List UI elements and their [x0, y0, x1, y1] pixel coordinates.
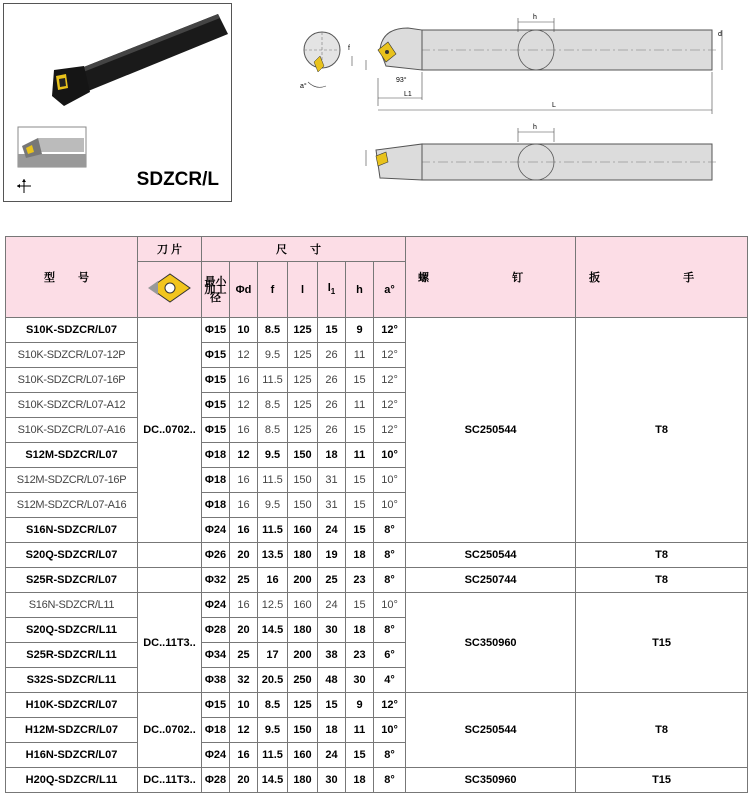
min-bore-cell: Φ15	[202, 343, 230, 368]
f-cell: 9.5	[258, 443, 288, 468]
model-cell: S10K-SDZCR/L07-12P	[6, 343, 138, 368]
l1-cell: 26	[318, 393, 346, 418]
wrench-cell: T8	[576, 318, 748, 543]
min-bore-cell: Φ15	[202, 693, 230, 718]
h-cell: 23	[346, 568, 374, 593]
min-bore-cell: Φ28	[202, 618, 230, 643]
f-cell: 17	[258, 643, 288, 668]
l-cell: 125	[288, 368, 318, 393]
f-cell: 8.5	[258, 393, 288, 418]
l1-cell: 18	[318, 718, 346, 743]
l-cell: 180	[288, 543, 318, 568]
wrench-cell: T8	[576, 543, 748, 568]
d-cell: 12	[230, 393, 258, 418]
l-cell: 150	[288, 443, 318, 468]
d-cell: 16	[230, 593, 258, 618]
header-insert: 刀 片	[138, 237, 202, 262]
d-cell: 12	[230, 343, 258, 368]
f-dim-front-label: f	[348, 45, 350, 52]
diamond-insert-icon	[144, 268, 196, 308]
model-cell: S32S-SDZCR/L11	[6, 668, 138, 693]
d-cell: 16	[230, 368, 258, 393]
screw-cell: SC350960	[406, 593, 576, 693]
table-row	[6, 318, 748, 343]
l1-cell: 26	[318, 418, 346, 443]
alpha-cell: 4°	[374, 668, 406, 693]
min-bore-cell: Φ18	[202, 443, 230, 468]
header-phi-d: Φd	[230, 262, 258, 318]
model-cell: S12M-SDZCR/L07-A16	[6, 493, 138, 518]
alpha-cell: 8°	[374, 568, 406, 593]
h-cell: 18	[346, 768, 374, 793]
screw-cell: SC250544	[406, 543, 576, 568]
l1-cell: 38	[318, 643, 346, 668]
header-model: 型 号	[6, 237, 138, 318]
model-cell: S10K-SDZCR/L07-16P	[6, 368, 138, 393]
model-cell: S20Q-SDZCR/L07	[6, 543, 138, 568]
h-cell: 15	[346, 743, 374, 768]
spec-table	[5, 236, 748, 793]
l-cell: 125	[288, 393, 318, 418]
insert-cell: DC..0702..	[138, 693, 202, 768]
min-bore-cell: Φ15	[202, 318, 230, 343]
table-row	[6, 568, 748, 593]
alpha-cell: 8°	[374, 768, 406, 793]
header-l1: $l_1$	[318, 262, 346, 318]
d-cell: 16	[230, 468, 258, 493]
h-cell: 15	[346, 418, 374, 443]
d-dim-label: d	[718, 31, 722, 38]
table-row	[6, 693, 748, 718]
alpha-dim-label: a°	[300, 83, 307, 90]
l1-cell: 48	[318, 668, 346, 693]
h-cell: 15	[346, 593, 374, 618]
model-cell: S16N-SDZCR/L07	[6, 518, 138, 543]
l1-cell: 24	[318, 743, 346, 768]
insert-image-cell	[138, 262, 202, 318]
model-cell: H10K-SDZCR/L07	[6, 693, 138, 718]
model-cell: S10K-SDZCR/L07-A12	[6, 393, 138, 418]
alpha-cell: 10°	[374, 493, 406, 518]
d-cell: 32	[230, 668, 258, 693]
l-cell: 125	[288, 318, 318, 343]
l1-cell: 26	[318, 368, 346, 393]
header-l: l	[288, 262, 318, 318]
f-cell: 9.5	[258, 343, 288, 368]
f-cell: 14.5	[258, 618, 288, 643]
model-cell: S12M-SDZCR/L07	[6, 443, 138, 468]
model-cell: S10K-SDZCR/L07-A16	[6, 418, 138, 443]
screw-cell: SC250544	[406, 318, 576, 543]
f-cell: 11.5	[258, 468, 288, 493]
alpha-cell: 8°	[374, 543, 406, 568]
min-bore-cell: Φ24	[202, 518, 230, 543]
wrench-cell: T15	[576, 593, 748, 693]
l-cell: 150	[288, 718, 318, 743]
l1-cell: 24	[318, 593, 346, 618]
d-cell: 12	[230, 443, 258, 468]
product-photo	[3, 3, 232, 202]
l1-cell: 19	[318, 543, 346, 568]
alpha-cell: 12°	[374, 418, 406, 443]
l1-cell: 25	[318, 568, 346, 593]
l1-cell: 31	[318, 468, 346, 493]
l-cell: 150	[288, 493, 318, 518]
model-cell: S25R-SDZCR/L07	[6, 568, 138, 593]
l1-cell: 15	[318, 318, 346, 343]
alpha-cell: 8°	[374, 618, 406, 643]
l-cell: 125	[288, 693, 318, 718]
d-cell: 20	[230, 768, 258, 793]
d-cell: 16	[230, 418, 258, 443]
alpha-cell: 10°	[374, 443, 406, 468]
table-row	[6, 768, 748, 793]
d-cell: 16	[230, 493, 258, 518]
min-bore-cell: Φ15	[202, 418, 230, 443]
wrench-cell: T8	[576, 693, 748, 768]
d-cell: 10	[230, 318, 258, 343]
table-row	[6, 543, 748, 568]
h-cell: 11	[346, 718, 374, 743]
insert-cell-empty	[138, 543, 202, 568]
f-cell: 8.5	[258, 418, 288, 443]
f-cell: 8.5	[258, 318, 288, 343]
alpha-cell: 12°	[374, 393, 406, 418]
alpha-cell: 10°	[374, 593, 406, 618]
l1-cell: 18	[318, 443, 346, 468]
f-cell: 11.5	[258, 743, 288, 768]
f-cell: 9.5	[258, 493, 288, 518]
alpha-cell: 10°	[374, 718, 406, 743]
min-bore-cell: Φ15	[202, 393, 230, 418]
l1-cell: 31	[318, 493, 346, 518]
l1-dim-label: L1	[404, 91, 412, 98]
alpha-cell: 6°	[374, 643, 406, 668]
h-cell: 30	[346, 668, 374, 693]
model-cell: H12M-SDZCR/L07	[6, 718, 138, 743]
min-bore-cell: Φ18	[202, 493, 230, 518]
header-f: f	[258, 262, 288, 318]
d-cell: 20	[230, 618, 258, 643]
min-bore-cell: Φ18	[202, 718, 230, 743]
h-cell: 11	[346, 393, 374, 418]
min-bore-cell: Φ15	[202, 368, 230, 393]
f-cell: 9.5	[258, 718, 288, 743]
l-cell: 150	[288, 468, 318, 493]
f-cell: 11.5	[258, 518, 288, 543]
min-bore-cell: Φ26	[202, 543, 230, 568]
f-cell: 12.5	[258, 593, 288, 618]
d-cell: 25	[230, 568, 258, 593]
insert-cell: DC..0702..	[138, 318, 202, 543]
min-bore-cell: Φ38	[202, 668, 230, 693]
l-cell: 125	[288, 418, 318, 443]
h-cell: 11	[346, 443, 374, 468]
d-cell: 10	[230, 693, 258, 718]
l-cell: 160	[288, 743, 318, 768]
model-cell: S20Q-SDZCR/L11	[6, 618, 138, 643]
min-bore-cell: Φ24	[202, 743, 230, 768]
l-cell: 180	[288, 768, 318, 793]
min-bore-cell: Φ24	[202, 593, 230, 618]
h-cell: 15	[346, 493, 374, 518]
header-min-bore: 最小加工径	[202, 262, 230, 318]
header-h: h	[346, 262, 374, 318]
header-dimensions: 尺 寸	[202, 237, 406, 262]
l-cell: 160	[288, 518, 318, 543]
f-cell: 11.5	[258, 368, 288, 393]
h-cell: 15	[346, 468, 374, 493]
alpha-cell: 12°	[374, 693, 406, 718]
table-row	[6, 593, 748, 618]
wrench-cell: T15	[576, 768, 748, 793]
l1-cell: 30	[318, 618, 346, 643]
model-cell: H16N-SDZCR/L07	[6, 743, 138, 768]
h-cell: 23	[346, 643, 374, 668]
model-cell: H20Q-SDZCR/L11	[6, 768, 138, 793]
l-cell: 160	[288, 593, 318, 618]
f-cell: 13.5	[258, 543, 288, 568]
d-cell: 20	[230, 543, 258, 568]
insert-cell: DC..11T3..	[138, 593, 202, 693]
min-bore-cell: Φ28	[202, 768, 230, 793]
f-cell: 20.5	[258, 668, 288, 693]
min-bore-cell: Φ18	[202, 468, 230, 493]
insert-cell: DC..11T3..	[138, 768, 202, 793]
l-cell: 180	[288, 618, 318, 643]
l-cell: 200	[288, 568, 318, 593]
h-cell: 15	[346, 518, 374, 543]
f-cell: 16	[258, 568, 288, 593]
l1-cell: 15	[318, 693, 346, 718]
h-cell: 15	[346, 368, 374, 393]
alpha-cell: 10°	[374, 468, 406, 493]
min-bore-cell: Φ34	[202, 643, 230, 668]
l1-cell: 30	[318, 768, 346, 793]
header-screw: 螺 钉	[406, 237, 576, 318]
alpha-cell: 12°	[374, 368, 406, 393]
alpha-cell: 12°	[374, 318, 406, 343]
h-dim-label-lower: h	[533, 124, 537, 131]
l1-cell: 24	[318, 518, 346, 543]
angle-label: 93°	[396, 77, 407, 84]
screw-cell: SC350960	[406, 768, 576, 793]
screw-cell: SC250744	[406, 568, 576, 593]
insert-cell-empty	[138, 568, 202, 593]
technical-drawing	[290, 10, 730, 200]
header-wrench: 扳 手	[576, 237, 748, 318]
d-cell: 16	[230, 518, 258, 543]
h-dim-label: h	[533, 14, 537, 21]
model-cell: S12M-SDZCR/L07-16P	[6, 468, 138, 493]
model-cell: S16N-SDZCR/L11	[6, 593, 138, 618]
series-title: SDZCR/L	[136, 169, 219, 190]
l-cell: 250	[288, 668, 318, 693]
min-bore-cell: Φ32	[202, 568, 230, 593]
l1-cell: 26	[318, 343, 346, 368]
h-cell: 9	[346, 693, 374, 718]
model-cell: S25R-SDZCR/L11	[6, 643, 138, 668]
screw-cell: SC250544	[406, 693, 576, 768]
d-cell: 25	[230, 643, 258, 668]
h-cell: 18	[346, 543, 374, 568]
h-cell: 9	[346, 318, 374, 343]
l-dim-label: L	[552, 102, 556, 109]
l-cell: 125	[288, 343, 318, 368]
h-cell: 11	[346, 343, 374, 368]
h-cell: 18	[346, 618, 374, 643]
l-cell: 200	[288, 643, 318, 668]
wrench-cell: T8	[576, 568, 748, 593]
f-cell: 14.5	[258, 768, 288, 793]
alpha-cell: 8°	[374, 743, 406, 768]
f-cell: 8.5	[258, 693, 288, 718]
d-cell: 16	[230, 743, 258, 768]
model-cell: S10K-SDZCR/L07	[6, 318, 138, 343]
alpha-cell: 12°	[374, 343, 406, 368]
d-cell: 12	[230, 718, 258, 743]
header-alpha: a°	[374, 262, 406, 318]
alpha-cell: 8°	[374, 518, 406, 543]
